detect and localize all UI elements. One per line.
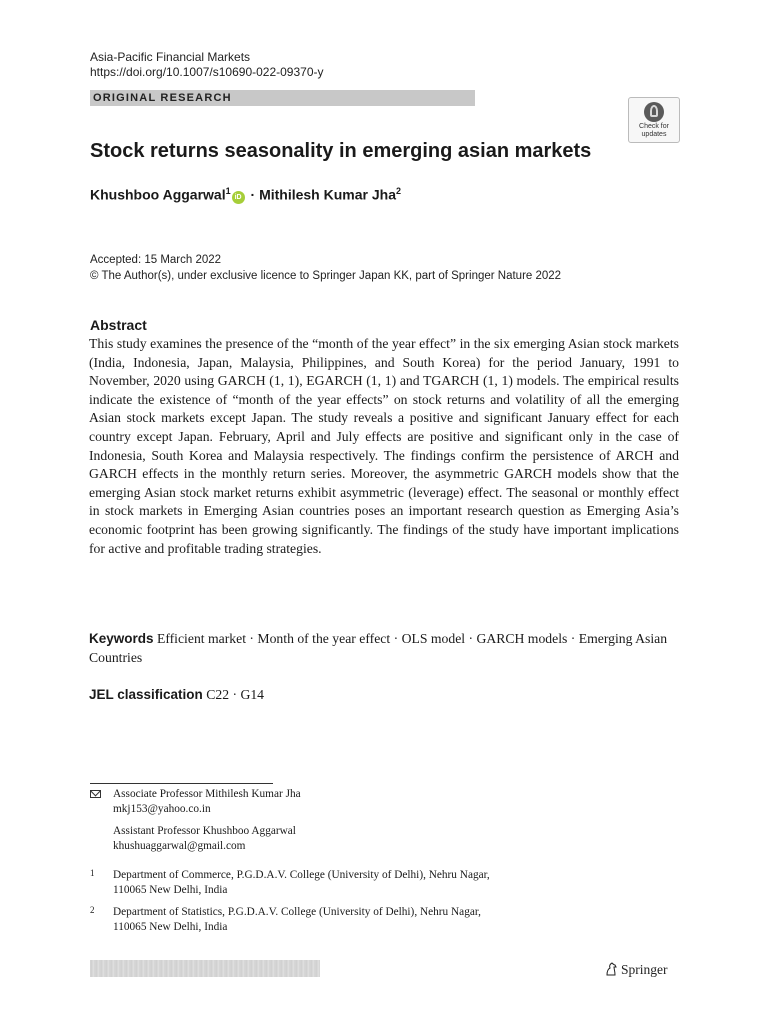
- corresponding-author-name: Associate Professor Mithilesh Kumar Jha: [113, 788, 301, 800]
- keywords-label: Keywords: [89, 631, 154, 646]
- check-for-updates-button[interactable]: [628, 97, 680, 143]
- publisher-logo: [604, 962, 668, 978]
- check-updates-line2: updates: [641, 131, 667, 138]
- jel-section: [89, 686, 679, 705]
- coauthor-name: Assistant Professor Khushboo Aggarwal: [113, 825, 296, 837]
- corresponding-author: [113, 787, 301, 817]
- affiliation-line: 110065 New Delhi, India: [113, 921, 228, 933]
- doi-link[interactable]: https://doi.org/10.1007/s10690-022-09370-y: [90, 65, 324, 79]
- publication-dates: [90, 252, 561, 284]
- coauthor-contact: [113, 824, 296, 854]
- affiliation-number: 2: [90, 905, 95, 915]
- journal-header: [90, 50, 324, 80]
- bookmark-icon: [644, 102, 664, 122]
- copyright-line: © The Author(s), under exclusive licence to Springer Japan KK, part of Springer Nature 2022: [90, 270, 562, 282]
- affiliation-line: Department of Statistics, P.G.D.A.V. College (University of Delhi), Nehru Nagar,: [113, 906, 481, 918]
- abstract-heading: Abstract: [90, 317, 147, 333]
- affiliation-2: [113, 905, 481, 935]
- footnote-divider: [90, 783, 273, 784]
- coauthor-email[interactable]: khushuaggarwal@gmail.com: [113, 840, 246, 852]
- accepted-date: Accepted: 15 March 2022: [90, 254, 222, 266]
- publisher-name: Springer: [621, 962, 668, 977]
- author-separator: ·: [246, 186, 260, 203]
- section-label-bar: [90, 90, 475, 106]
- jel-label: JEL classification: [89, 687, 203, 702]
- jel-codes: C22 · G14: [206, 687, 265, 702]
- author-name: Mithilesh Kumar Jha: [259, 186, 396, 203]
- paper-title: Stock returns seasonality in emerging asian markets: [90, 140, 592, 162]
- affiliation-number: 1: [90, 868, 95, 878]
- author-affiliation-mark: 2: [395, 186, 401, 196]
- author-list: [90, 186, 401, 204]
- springer-horse-icon: [604, 962, 618, 976]
- affiliation-line: Department of Commerce, P.G.D.A.V. College (University of Delhi), Nehru Nagar,: [113, 869, 490, 881]
- keywords-text: Efficient market · Month of the year effect · OLS model · GARCH models · Emerging Asian Countries: [89, 631, 668, 665]
- journal-name: Asia-Pacific Financial Markets: [90, 50, 251, 64]
- author-affiliation-mark: 1: [225, 186, 231, 196]
- keywords-section: [89, 630, 679, 667]
- affiliation-line: 110065 New Delhi, India: [113, 884, 228, 896]
- orcid-icon[interactable]: iD: [232, 191, 245, 204]
- affiliation-1: [113, 868, 490, 898]
- page-footer-bar: [90, 960, 320, 977]
- abstract-text: This study examines the presence of the “month of the year effect” in the six emerging Asian stock markets (India, Indonesia, Japan, Malaysia, Philippines, and South Korea) for the period January, 1991 to November, 2020 using GARCH (1, 1), EGARCH (1, 1) and TGARCH (1, 1) models. The empirical results indicate the existence of “month of the year effects” on stock returns and volatility of all the emerging Asian stock markets except Japan. The study reveals a positive and significant January effect for each country except Japan. February, April and July effects are positive and significant only in the case of Indonesia, South Korea and Malaysia respectively. The findings confirm the persistence of ARCH and GARCH effects in the monthly return series. Moreover, the asymmetric GARCH models show that the emerging Asian stock market returns exhibit asymmetric (leverage) effect. The seasonal or monthly effect in stock markets in Emerging Asian countries poses an important research question as Emerging Asia’s economic footprint has been growing significantly. The findings of the study have important implications for active and profitable trading strategies.: [89, 336, 679, 556]
- corresponding-author-email[interactable]: mkj153@yahoo.co.in: [113, 803, 211, 815]
- envelope-icon: [90, 790, 101, 798]
- section-label: ORIGINAL RESEARCH: [93, 92, 232, 104]
- author-name: Khushboo Aggarwal: [90, 186, 226, 203]
- check-updates-line1: Check for: [639, 123, 669, 130]
